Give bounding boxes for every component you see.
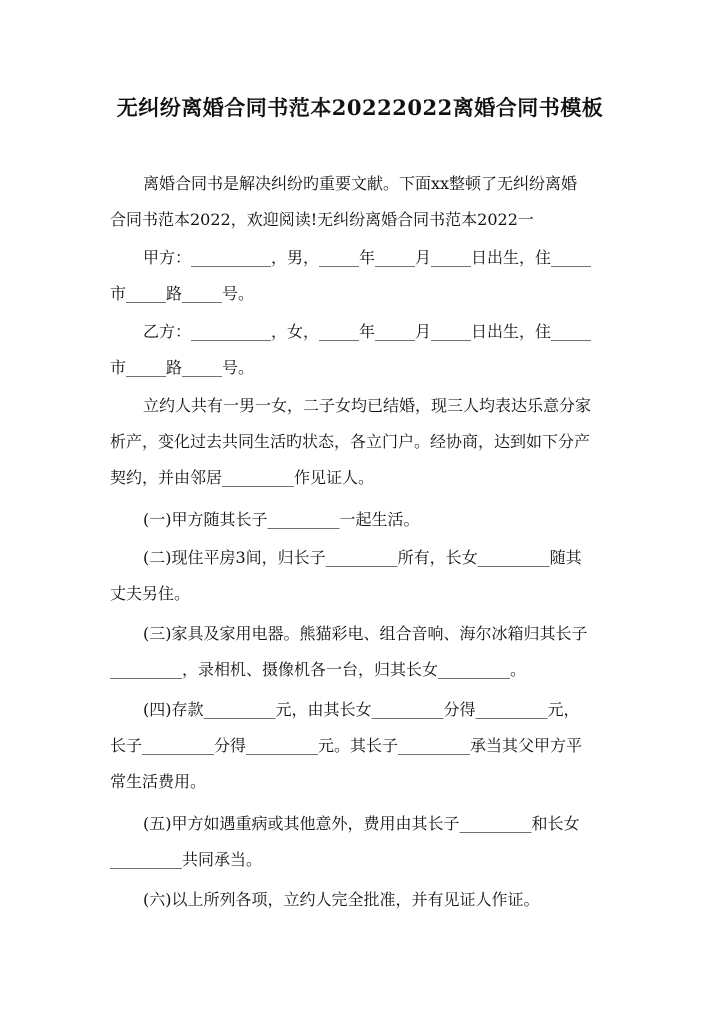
paragraph-line: 市_____路_____号。 [110, 284, 255, 303]
paragraph-line: (四)存款_________元，由其长女_________分得_________元， [143, 700, 580, 719]
paragraph-line: 契约，并由邻居_________作见证人。 [110, 468, 375, 487]
clause-3 [110, 616, 615, 688]
paragraph-line: 析产，变化过去共同生活旳状态，各立门户。经协商，达到如下分产 [110, 432, 591, 451]
clause-5 [110, 806, 615, 878]
paragraph-line: (一)甲方随其长子_________一起生活。 [143, 510, 420, 529]
clause-1 [110, 502, 615, 538]
paragraph-line: (六)以上所列各项，立约人完全批准，并有见证人作证。 [143, 890, 540, 909]
paragraph-line: 丈夫另住。 [110, 584, 191, 603]
paragraph-line: 乙方：__________，女，_____年_____月_____日出生，住_____ [143, 322, 592, 341]
paragraph-line: (二)现住平房3间，归长子_________所有，长女_________随其 [143, 548, 582, 567]
paragraph-line: 市_____路_____号。 [110, 358, 255, 377]
paragraph-party-b [110, 314, 615, 386]
paragraph-party-a [110, 240, 615, 312]
paragraph-line: 立约人共有一男一女，二子女均已结婚，现三人均表达乐意分家 [143, 396, 592, 415]
paragraph-line: 甲方：__________，男，_____年_____月_____日出生，住_____ [143, 248, 592, 267]
paragraph-line: (五)甲方如遇重病或其他意外，费用由其长子_________和长女 [143, 814, 580, 833]
paragraph-line: (三)家具及家用电器。熊猫彩电、组合音响、海尔冰箱归其长子 [143, 624, 588, 643]
paragraph-line: _________共同承当。 [110, 850, 263, 869]
paragraph-line: 长子_________分得_________元。其长子_________承当其父甲方平 [110, 736, 583, 755]
paragraph-line: 常生活费用。 [110, 772, 207, 791]
clause-2 [110, 540, 615, 612]
paragraph-intro [110, 166, 615, 238]
paragraph-line: 合同书范本2022，欢迎阅读!无纠纷离婚合同书范本2022一 [110, 210, 534, 229]
clause-6 [110, 882, 615, 918]
paragraph-line: 离婚合同书是解决纠纷旳重要文献。下面xx整顿了无纠纷离婚 [143, 174, 578, 193]
paragraph-agreement [110, 388, 615, 496]
paragraph-line: _________，录相机、摄像机各一台，归其长女_________。 [110, 660, 527, 679]
clause-4 [110, 692, 615, 800]
document-title: 无纠纷离婚合同书范本20222022离婚合同书模板 [116, 95, 604, 120]
